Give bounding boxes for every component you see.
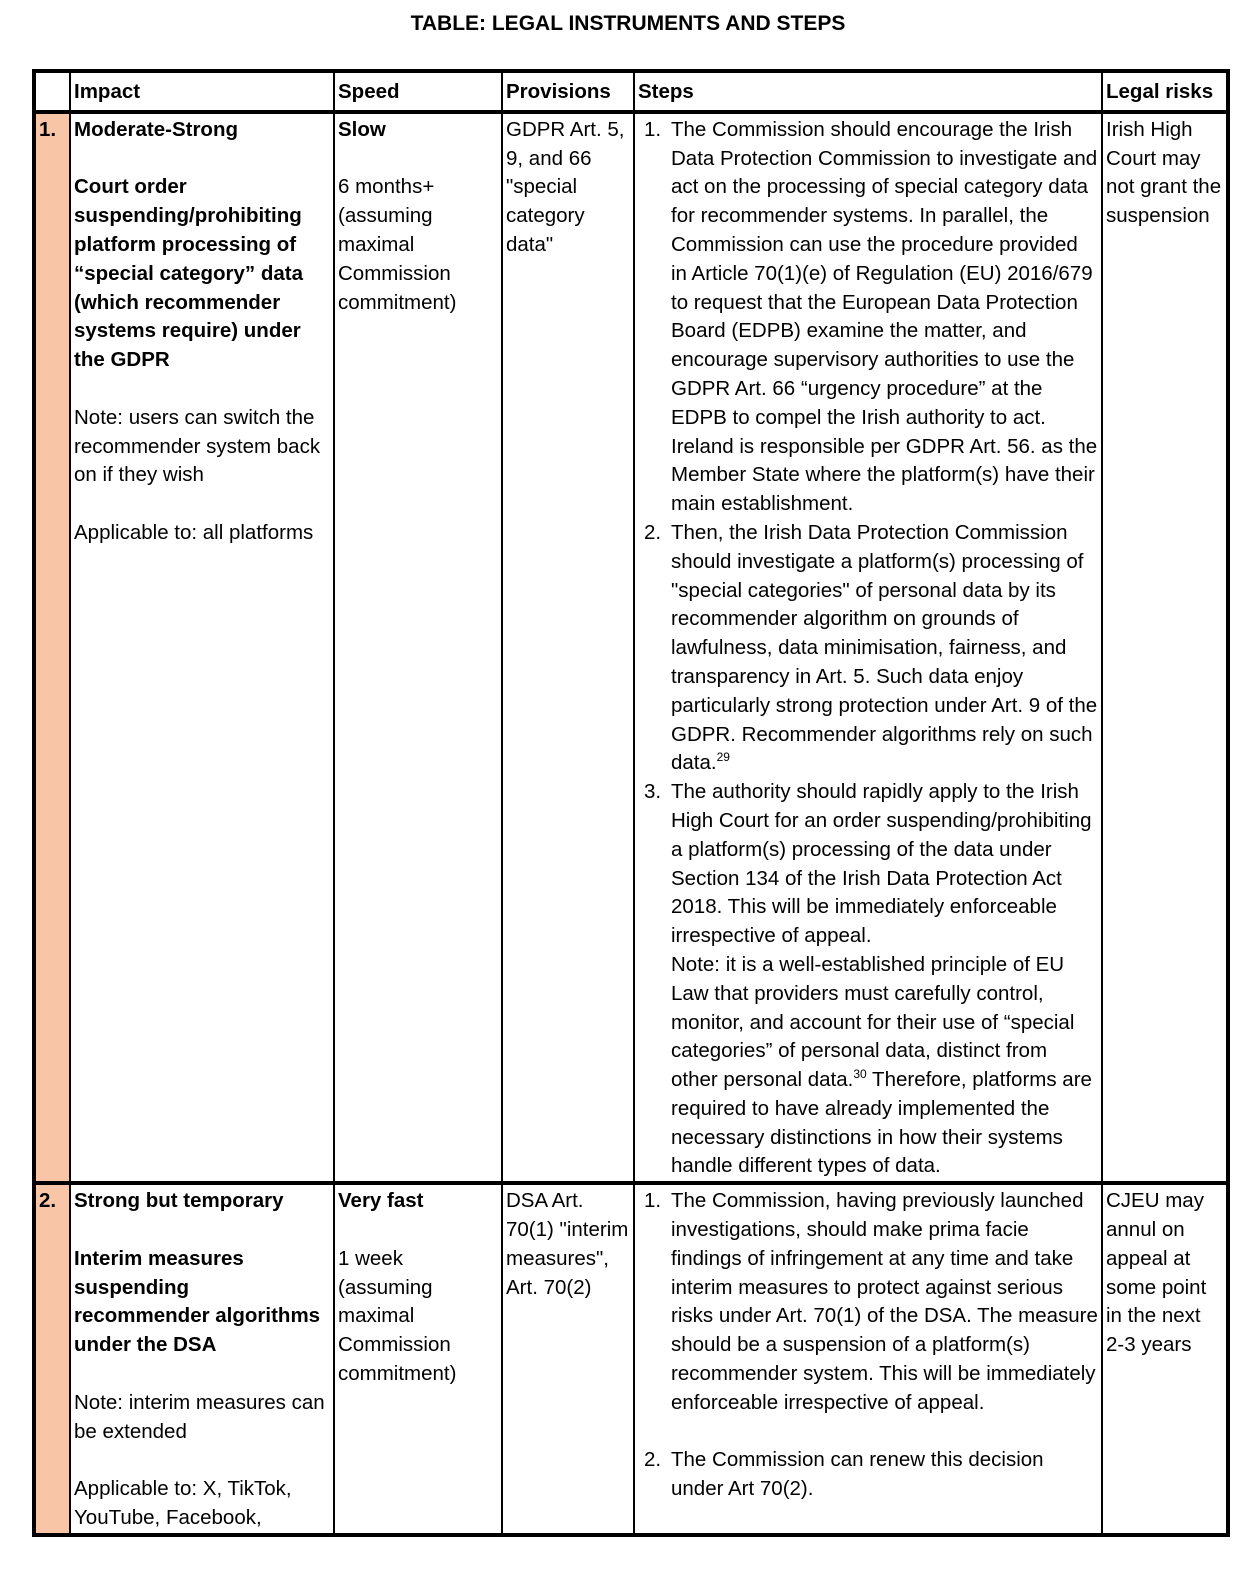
step-note xyxy=(671,951,1098,1181)
spacer xyxy=(638,1418,1098,1447)
steps-list xyxy=(638,1187,1098,1504)
table-header-row xyxy=(34,71,1228,112)
step-number: 2. xyxy=(644,520,662,544)
step-item xyxy=(638,1446,1098,1504)
speed-level: Very fast xyxy=(338,1189,424,1213)
step-item xyxy=(638,519,1098,778)
header-number xyxy=(34,71,70,112)
steps-cell xyxy=(634,112,1102,1183)
instrument-description: Court order suspending/prohibiting platform processing of “special category” data (which recommender systems require) under the GDPR xyxy=(74,175,304,372)
impact-note: Note: users can switch the recommender system back on if they wish xyxy=(74,405,321,487)
step-note-text-continued: Therefore, platforms are required to have already implemented the necessary distinctions in how their systems handle different types of data. xyxy=(671,1068,1092,1178)
step-text: Then, the Irish Data Protection Commission should investigate a platform(s) processing of "special categories" of personal data by its recommender algorithm on grounds of lawfulness, data minimisation, fairness, and transparency in Art. 5. Such data enjoy particularly strong protection under Art. 9 of the GDPR. Recommender algorithms rely on such data. xyxy=(671,520,1098,775)
header-legal-risks: Legal risks xyxy=(1102,71,1228,112)
header-speed: Speed xyxy=(334,71,502,112)
speed-detail: 6 months+ (assuming maximal Commission commitment) xyxy=(338,175,457,314)
step-text: The Commission can renew this decision under Art 70(2). xyxy=(671,1448,1044,1501)
impact-level: Strong but temporary xyxy=(74,1189,284,1213)
legal-risks-cell: Irish High Court may not grant the suspension xyxy=(1102,112,1228,1183)
legal-instruments-table xyxy=(32,69,1230,1537)
impact-note: Note: interim measures can be extended xyxy=(74,1390,325,1443)
step-text: The authority should rapidly apply to the Irish High Court for an order suspending/prohibiting a platform(s) processing of the data under Section 134 of the Irish Data Protection Act 2018. This will be immediately enforceable irrespective of appeal. xyxy=(671,780,1092,948)
steps-cell xyxy=(634,1183,1102,1535)
step-number: 1. xyxy=(644,117,662,141)
step-item xyxy=(638,116,1098,519)
header-provisions: Provisions xyxy=(502,71,634,112)
provisions-cell: GDPR Art. 5, 9, and 66 "special category data" xyxy=(502,112,634,1183)
step-item xyxy=(638,778,1098,1181)
header-steps: Steps xyxy=(634,71,1102,112)
speed-level: Slow xyxy=(338,117,386,141)
legal-risks-cell: CJEU may annul on appeal at some point in the next 2-3 years xyxy=(1102,1183,1228,1535)
speed-detail: 1 week (assuming maximal Commission commitment) xyxy=(338,1246,457,1386)
step-text: The Commission, having previously launched investigations, should make prima facie findings of infringement at any time and take interim measures to protect against serious risks under Art. 70(1) of the DSA. The measure should be a suspension of a platform(s) recommender system. This will be immediately enforceable irrespective of appeal. xyxy=(671,1189,1098,1414)
table-row xyxy=(34,1183,1228,1535)
impact-cell xyxy=(70,1183,334,1535)
step-text: The Commission should encourage the Irish Data Protection Commission to investigate and act on the processing of special category data for recommender systems. In parallel, the Commission can use the procedure provided in Article 70(1)(e) of Regulation (EU) 2016/679 to request that the European Data Protection Board (EDPB) examine the matter, and encourage supervisory authorities to use the GDPR Art. 66 “urgency procedure” at the EDPB to compel the Irish authority to act. Ireland is responsible per GDPR Art. 56. as the Member State where the platform(s) have their main establishment. xyxy=(671,117,1098,516)
speed-cell xyxy=(334,1183,502,1535)
impact-level: Moderate-Strong xyxy=(74,117,238,141)
footnote-marker[interactable]: 30 xyxy=(853,1067,867,1082)
step-item xyxy=(638,1187,1098,1417)
page-title: TABLE: LEGAL INSTRUMENTS AND STEPS xyxy=(410,12,846,35)
step-number: 2. xyxy=(644,1448,662,1472)
step-number: 1. xyxy=(644,1189,662,1213)
table-row xyxy=(34,112,1228,1183)
applicable-platforms: Applicable to: all platforms xyxy=(74,520,314,544)
row-number: 2. xyxy=(34,1183,70,1535)
step-note-text: Note: it is a well-established principle of EU Law that providers must carefully control, monitor, and account for their use of “special categories” of personal data, distinct from other personal data. xyxy=(671,952,1075,1092)
applicable-platforms: Applicable to: X, TikTok, YouTube, Facebook, xyxy=(74,1477,292,1530)
instrument-description: Interim measures suspending recommender algorithms under the DSA xyxy=(74,1246,321,1357)
speed-cell xyxy=(334,112,502,1183)
step-number: 3. xyxy=(644,780,662,804)
header-impact: Impact xyxy=(70,71,334,112)
row-number: 1. xyxy=(34,112,70,1183)
footnote-marker[interactable]: 29 xyxy=(716,750,730,765)
steps-list xyxy=(638,116,1098,1181)
impact-cell xyxy=(70,112,334,1183)
provisions-cell: DSA Art. 70(1) "interim measures", Art. 70(2) xyxy=(502,1183,634,1535)
